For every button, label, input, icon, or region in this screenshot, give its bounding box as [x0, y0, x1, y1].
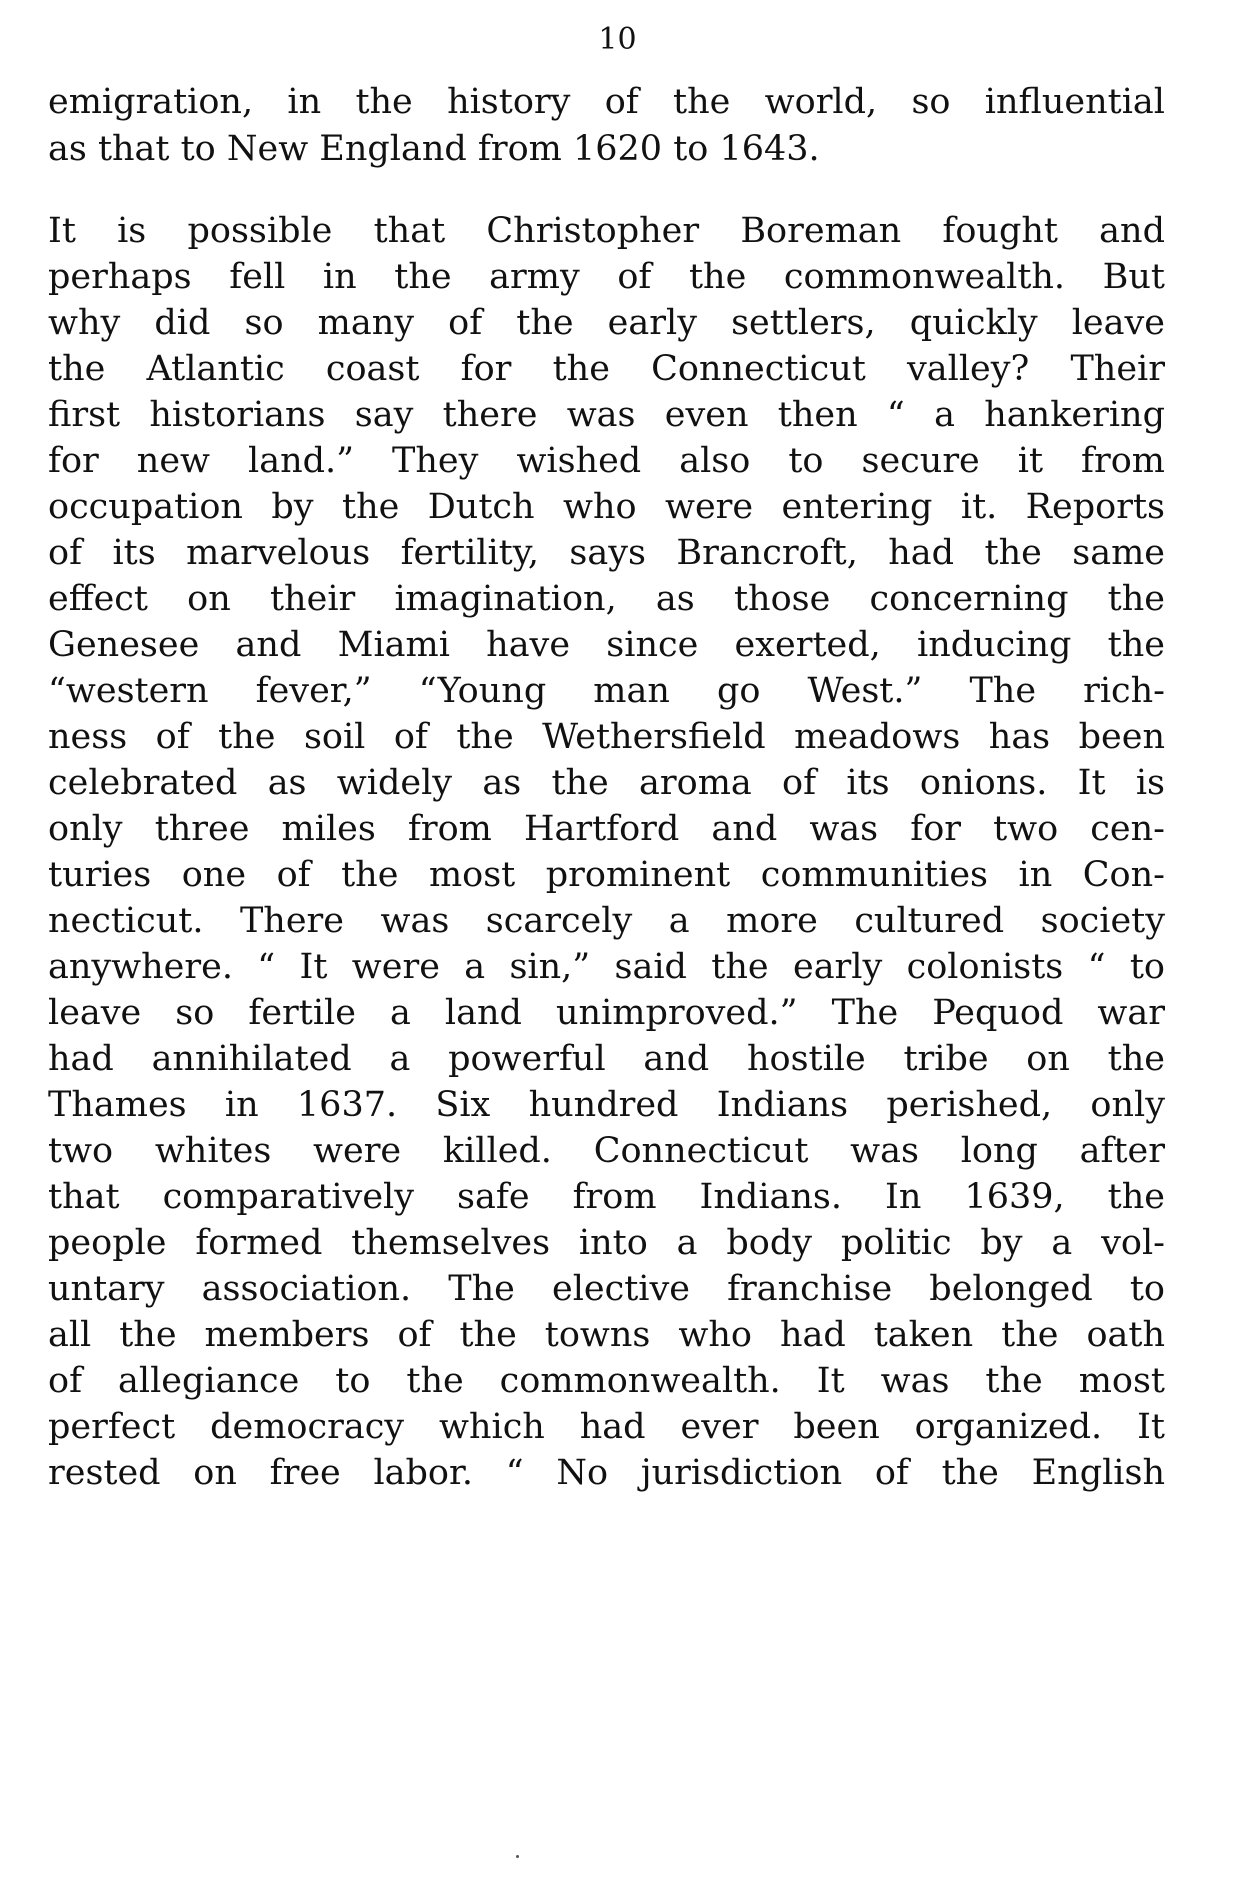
text-line: first historians say there was even then “ a hankering — [48, 395, 1165, 435]
text-line: Genesee and Miami have since exerted, inducing the — [48, 625, 1165, 665]
text-line: necticut. There was scarcely a more cultured society — [48, 901, 1165, 941]
text-line: rested on free labor. “ No jurisdiction of the English — [48, 1453, 1165, 1493]
text-line: leave so fertile a land unimproved.” The Pequod war — [48, 993, 1165, 1033]
text-line: effect on their imagination, as those concerning the — [48, 579, 1165, 619]
text-line: only three miles from Hartford and was for two cen- — [48, 809, 1165, 849]
text-line: It is possible that Christopher Boreman fought and — [48, 211, 1165, 251]
text-line: untary association. The elective franchise belonged to — [48, 1269, 1165, 1309]
text-line: turies one of the most prominent communities in Con- — [48, 855, 1165, 895]
text-line: perhaps fell in the army of the commonwealth. But — [48, 257, 1165, 297]
text-line: the Atlantic coast for the Connecticut valley? Their — [48, 349, 1165, 389]
text-line: two whites were killed. Connecticut was long after — [48, 1131, 1165, 1171]
text-line: that comparatively safe from Indians. In 1639, the — [48, 1177, 1165, 1217]
text-line: occupation by the Dutch who were entering it. Reports — [48, 487, 1165, 527]
text-line: “western fever,” “Young man go West.” The rich- — [48, 671, 1165, 711]
text-line: celebrated as widely as the aroma of its onions. It is — [48, 763, 1165, 803]
text-line: people formed themselves into a body politic by a vol- — [48, 1223, 1165, 1263]
scan-speck — [516, 1855, 519, 1858]
text-line: of allegiance to the commonwealth. It was the most — [48, 1361, 1165, 1401]
text-line: had annihilated a powerful and hostile tribe on the — [48, 1039, 1165, 1079]
text-line: anywhere. “ It were a sin,” said the early colonists “ to — [48, 947, 1165, 987]
text-line: for new land.” They wished also to secure it from — [48, 441, 1165, 481]
text-line: as that to New England from 1620 to 1643. — [48, 129, 820, 169]
text-line: emigration, in the history of the world, so influential — [48, 82, 1165, 122]
text-line: ness of the soil of the Wethersfield meadows has been — [48, 717, 1165, 757]
page-number: 10 — [598, 22, 637, 57]
text-line: Thames in 1637. Six hundred Indians perished, only — [48, 1085, 1165, 1125]
text-line: perfect democracy which had ever been organized. It — [48, 1407, 1165, 1447]
text-line: of its marvelous fertility, says Brancroft, had the same — [48, 533, 1165, 573]
text-line: all the members of the towns who had taken the oath — [48, 1315, 1165, 1355]
text-line: why did so many of the early settlers, quickly leave — [48, 303, 1165, 343]
